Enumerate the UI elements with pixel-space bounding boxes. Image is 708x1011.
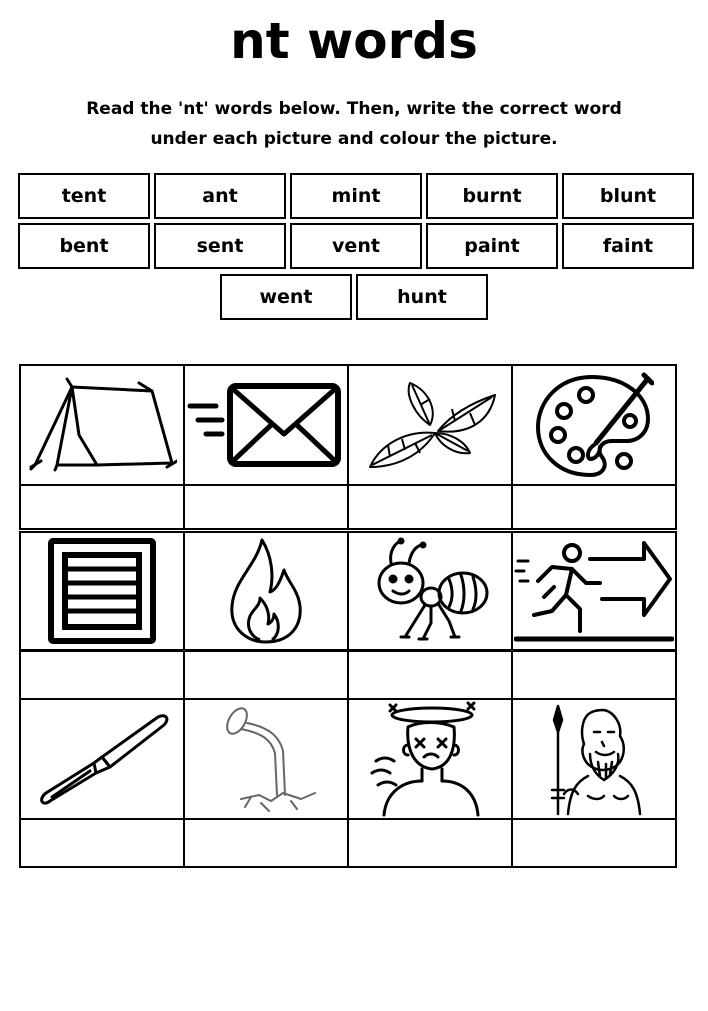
mint-leaves-icon xyxy=(360,375,500,475)
blunt-knife-icon xyxy=(32,711,172,807)
answer-cell-8[interactable] xyxy=(511,650,677,700)
picture-cell-4 xyxy=(511,364,677,486)
instructions-line-1: Read the 'nt' words below. Then, write the correct word xyxy=(86,99,622,119)
picture-cell-7 xyxy=(347,531,513,651)
page-title: nt words xyxy=(230,12,478,70)
picture-cell-11 xyxy=(347,698,513,820)
bent-nail-icon xyxy=(211,703,321,815)
answer-cell-12[interactable] xyxy=(511,818,677,868)
paint-palette-icon xyxy=(534,371,654,479)
word-box-sent: sent xyxy=(154,223,286,269)
caveman-hunter-icon xyxy=(544,702,644,816)
word-box-bent: bent xyxy=(18,223,150,269)
word-box-hunt: hunt xyxy=(356,274,488,320)
picture-cell-2 xyxy=(183,364,349,486)
answer-cell-1[interactable] xyxy=(19,484,185,530)
word-box-paint: paint xyxy=(426,223,558,269)
person-running-exit-icon xyxy=(514,535,674,647)
envelope-sent-icon xyxy=(186,380,346,470)
picture-cell-9 xyxy=(19,698,185,820)
faint-dizzy-person-icon xyxy=(370,701,490,817)
instructions xyxy=(40,94,668,154)
picture-cell-6 xyxy=(183,531,349,651)
fire-icon xyxy=(226,536,306,646)
answer-cell-5[interactable] xyxy=(19,650,185,700)
answer-cell-11[interactable] xyxy=(347,818,513,868)
word-box-went: went xyxy=(220,274,352,320)
vent-icon xyxy=(47,537,157,645)
picture-cell-3 xyxy=(347,364,513,486)
answer-cell-7[interactable] xyxy=(347,650,513,700)
instructions-line-2: under each picture and colour the picture. xyxy=(150,129,558,149)
picture-cell-12 xyxy=(511,698,677,820)
picture-cell-1 xyxy=(19,364,185,486)
picture-cell-10 xyxy=(183,698,349,820)
picture-cell-5 xyxy=(19,531,185,651)
word-box-tent: tent xyxy=(18,173,150,219)
word-box-faint: faint xyxy=(562,223,694,269)
answer-cell-3[interactable] xyxy=(347,484,513,530)
word-box-vent: vent xyxy=(290,223,422,269)
answer-cell-9[interactable] xyxy=(19,818,185,868)
picture-cell-8 xyxy=(511,531,677,651)
answer-cell-6[interactable] xyxy=(183,650,349,700)
word-box-burnt: burnt xyxy=(426,173,558,219)
ant-icon xyxy=(365,537,495,645)
word-box-mint: mint xyxy=(290,173,422,219)
answer-cell-10[interactable] xyxy=(183,818,349,868)
tent-icon xyxy=(27,375,177,475)
answer-cell-4[interactable] xyxy=(511,484,677,530)
answer-cell-2[interactable] xyxy=(183,484,349,530)
word-box-blunt: blunt xyxy=(562,173,694,219)
word-box-ant: ant xyxy=(154,173,286,219)
